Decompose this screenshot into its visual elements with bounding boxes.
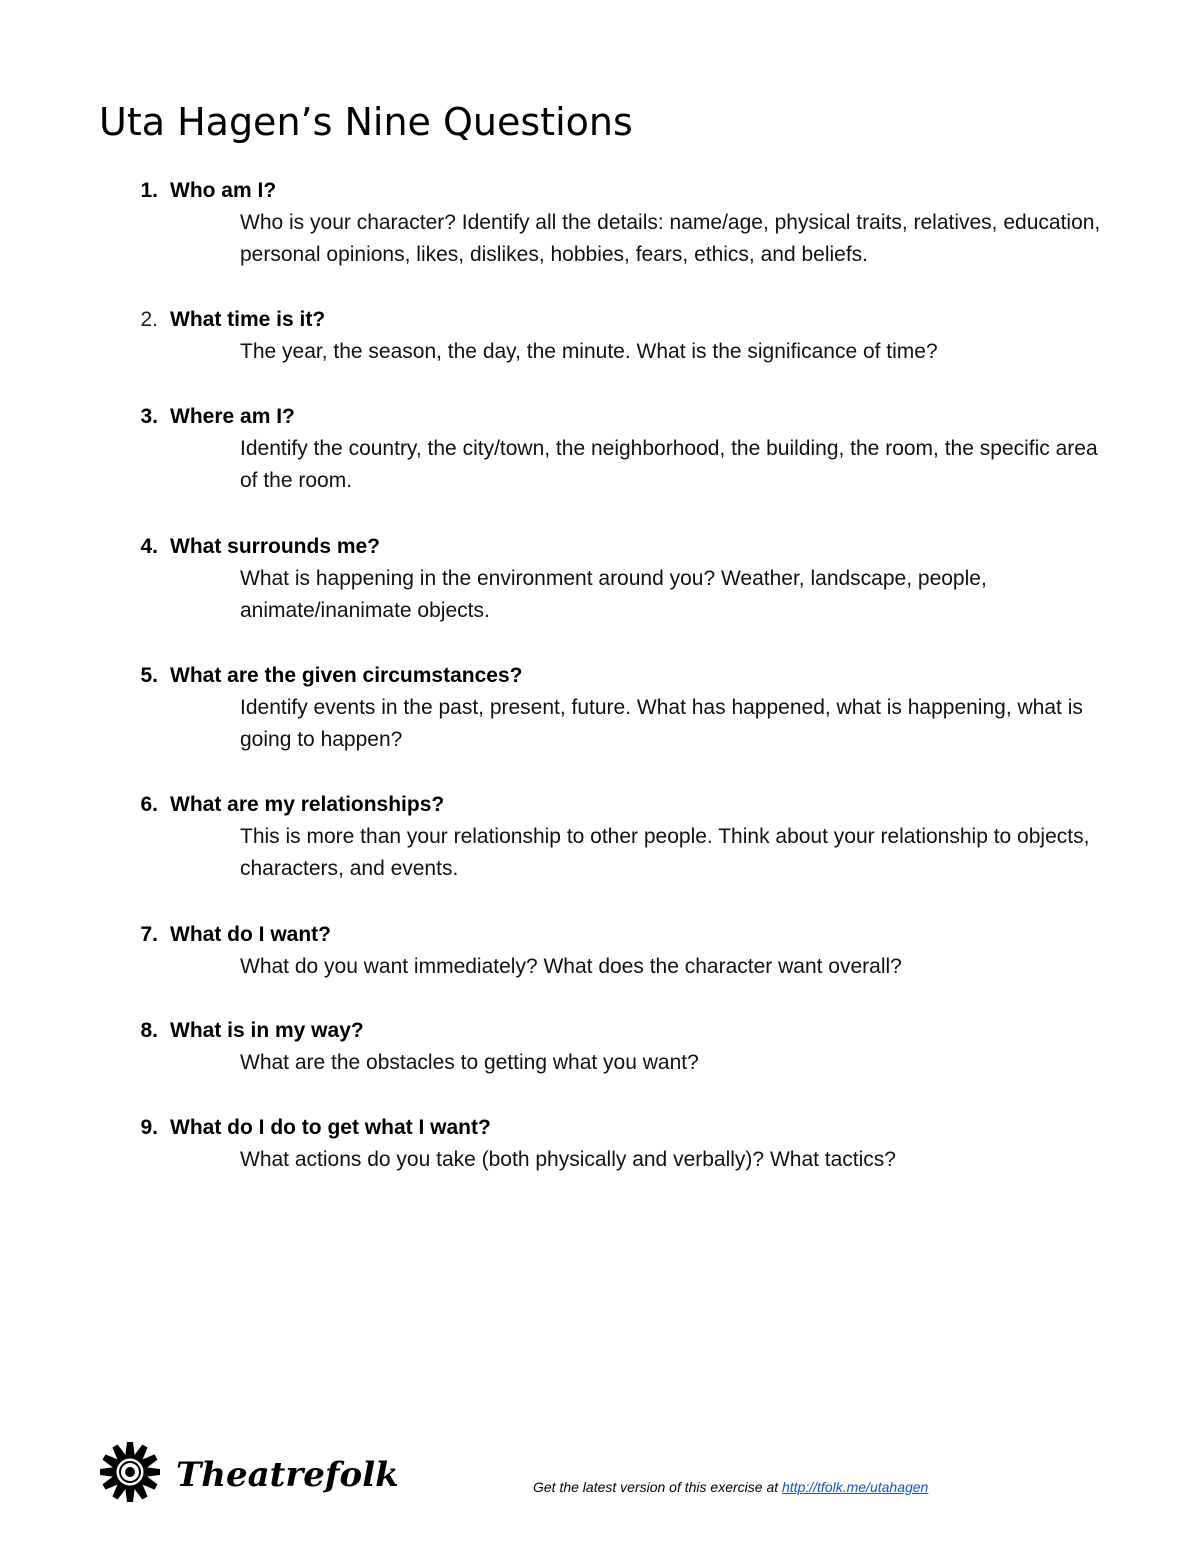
- question-description: Who is your character? Identify all the details: name/age, physical traits, relatives, education, personal opinions, likes, dislikes, hobbies, fears, ethics, and beliefs.: [240, 211, 1101, 266]
- sunburst-icon: [100, 1442, 160, 1502]
- question-number: 3.: [140, 405, 158, 428]
- question-heading: What is in my way?: [170, 1019, 364, 1042]
- question-heading: What time is it?: [170, 308, 326, 331]
- question-heading: What do I do to get what I want?: [170, 1116, 491, 1139]
- question-number: 8.: [140, 1019, 158, 1042]
- question-number: 1.: [140, 179, 158, 202]
- question-number: 5.: [140, 664, 158, 687]
- question-number: 4.: [140, 535, 158, 558]
- theatrefolk-logo: [98, 1440, 399, 1504]
- footer-note: [533, 1479, 928, 1495]
- question-heading: What are my relationships?: [170, 793, 445, 816]
- question-description: What are the obstacles to getting what you want?: [240, 1051, 699, 1074]
- question-number: 9.: [140, 1116, 158, 1139]
- question-heading: What do I want?: [170, 923, 331, 946]
- question-description: Identify the country, the city/town, the neighborhood, the building, the room, the specific area of the room.: [240, 437, 1098, 492]
- question-heading: What surrounds me?: [170, 535, 381, 558]
- footer-link[interactable]: http://tfolk.me/utahagen: [782, 1479, 929, 1495]
- question-heading: Who am I?: [170, 179, 277, 202]
- question-description: What actions do you take (both physically and verbally)? What tactics?: [240, 1148, 896, 1171]
- question-heading: What are the given circumstances?: [170, 664, 523, 687]
- footer-text: Get the latest version of this exercise at: [533, 1479, 783, 1495]
- question-number: 7.: [140, 923, 158, 946]
- question-heading: Where am I?: [170, 405, 295, 428]
- question-description: Identify events in the past, present, future. What has happened, what is happening, what is going to happen?: [240, 696, 1083, 751]
- question-number: 2.: [140, 308, 158, 331]
- question-description: This is more than your relationship to other people. Think about your relationship to objects, characters, and events.: [240, 825, 1090, 880]
- question-description: The year, the season, the day, the minute. What is the significance of time?: [240, 340, 938, 363]
- page-title: Uta Hagen’s Nine Questions: [99, 100, 633, 144]
- question-number: 6.: [140, 793, 158, 816]
- question-description: What do you want immediately? What does the character want overall?: [240, 955, 902, 978]
- logo-wordmark: Theatrefolk: [176, 1455, 399, 1495]
- question-description: What is happening in the environment around you? Weather, landscape, people, animate/inanimate objects.: [240, 567, 987, 622]
